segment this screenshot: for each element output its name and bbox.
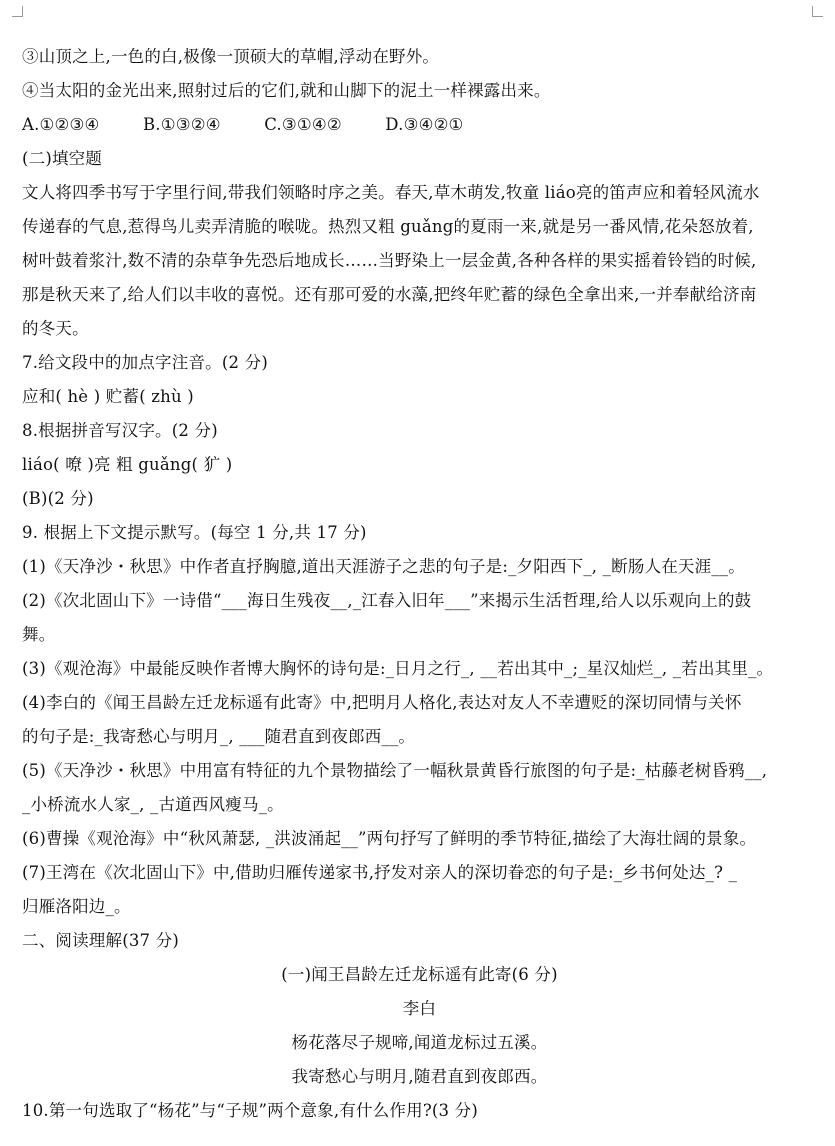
- q9-line-3: 舞。: [22, 625, 56, 644]
- poem-author: 李白: [402, 999, 437, 1018]
- question-item-3: ③山顶之上,一色的白,极像一顶硕大的草帽,浮动在野外。: [22, 47, 440, 66]
- q9-line-1: (1)《天净沙・秋思》中作者直抒胸臆,道出天涯游子之悲的句子是:_夕阳西下_, _断肠人在天涯__。: [22, 557, 745, 576]
- passage-line-5: 的冬天。: [22, 319, 89, 338]
- section-fill-heading: (二)填空题: [22, 149, 103, 168]
- q9-line-5: (4)李白的《闻王昌龄左迁龙标遥有此寄》中,把明月人格化,表达对友人不幸遭贬的深切同情与关怀: [22, 693, 742, 712]
- q7-title: 7.给文段中的加点字注音。(2 分): [22, 353, 268, 372]
- q9-line-11: 归雁洛阳边_。: [22, 897, 131, 916]
- document-page: [22, 40, 817, 1128]
- q9-line-7: (5)《天净沙・秋思》中用富有特征的九个景物描绘了一幅秋景黄昏行旅图的句子是:_枯藤老树昏鸦__,: [22, 761, 768, 780]
- section-reading-heading: 二、阅读理解(37 分): [22, 931, 180, 950]
- option-c: C.③①④②: [264, 115, 342, 134]
- q8-title: 8.根据拼音写汉字。(2 分): [22, 421, 218, 440]
- q9-line-10: (7)王湾在《次北固山下》中,借助归雁传递家书,抒发对亲人的深切眷恋的句子是:_乡书何处达_? _: [22, 863, 738, 882]
- answer-options: [22, 108, 817, 142]
- q7-answer: 应和( hè ) 贮蓄( zhù ): [22, 387, 194, 406]
- b-label: (B)(2 分): [22, 489, 94, 508]
- q9-line-8: _小桥流水人家_, _古道西风瘦马_。: [22, 795, 284, 814]
- q9-line-6: 的句子是:_我寄愁心与明月_, ___随君直到夜郎西__。: [22, 727, 416, 746]
- option-a: A.①②③④: [22, 115, 100, 134]
- q10-title: 10.第一句选取了“杨花”与“子规”两个意象,有什么作用?(3 分): [22, 1101, 478, 1120]
- q8-answer: liáo( 嘹 )亮 粗 guǎng( 犷 ): [22, 455, 233, 474]
- q9-line-2: (2)《次北固山下》一诗借“___海日生残夜__,_江春入旧年___”来揭示生活哲理,给人以乐观向上的鼓: [22, 591, 752, 610]
- option-d: D.③④②①: [385, 115, 464, 134]
- poem-heading: (一)闻王昌龄左迁龙标遥有此寄(6 分): [281, 965, 558, 984]
- poem-line-2: 我寄愁心与明月,随君直到夜郎西。: [291, 1067, 548, 1086]
- q9-line-9: (6)曹操《观沧海》中“秋风萧瑟, _洪波涌起__”两句抒写了鲜明的季节特征,描绘了大海壮阔的景象。: [22, 829, 757, 848]
- poem-line-1: 杨花落尽子规啼,闻道龙标过五溪。: [291, 1033, 548, 1052]
- q9-title: 9. 根据上下文提示默写。(每空 1 分,共 17 分): [22, 523, 367, 542]
- corner-crop-mark-left: [12, 6, 23, 17]
- q9-line-4: (3)《观沧海》中最能反映作者博大胸怀的诗句是:_日月之行_, __若出其中_;_星汉灿烂_, _若出其里_。: [22, 659, 774, 678]
- passage-line-3: 树叶鼓着浆汁,数不清的杂草争先恐后地成长……当野染上一层金黄,各种各样的果实摇着铃铛的时候,: [22, 251, 757, 270]
- option-b: B.①③②④: [142, 115, 221, 134]
- passage-line-1: 文人将四季书写于字里行间,带我们领略时序之美。春天,草木萌发,牧童 liáo亮的笛声应和着轻风流水: [22, 183, 760, 202]
- passage-line-2: 传递春的气息,惹得鸟儿卖弄清脆的喉咙。热烈又粗 guǎng的夏雨一来,就是另一番风情,花朵怒放着,: [22, 217, 754, 236]
- passage-line-4: 那是秋天来了,给人们以丰收的喜悦。还有那可爱的水藻,把终年贮蓄的绿色全拿出来,一并奉献给济南: [22, 285, 757, 304]
- question-item-4: ④当太阳的金光出来,照射过后的它们,就和山脚下的泥土一样裸露出来。: [22, 81, 551, 100]
- corner-crop-mark-right: [812, 6, 823, 17]
